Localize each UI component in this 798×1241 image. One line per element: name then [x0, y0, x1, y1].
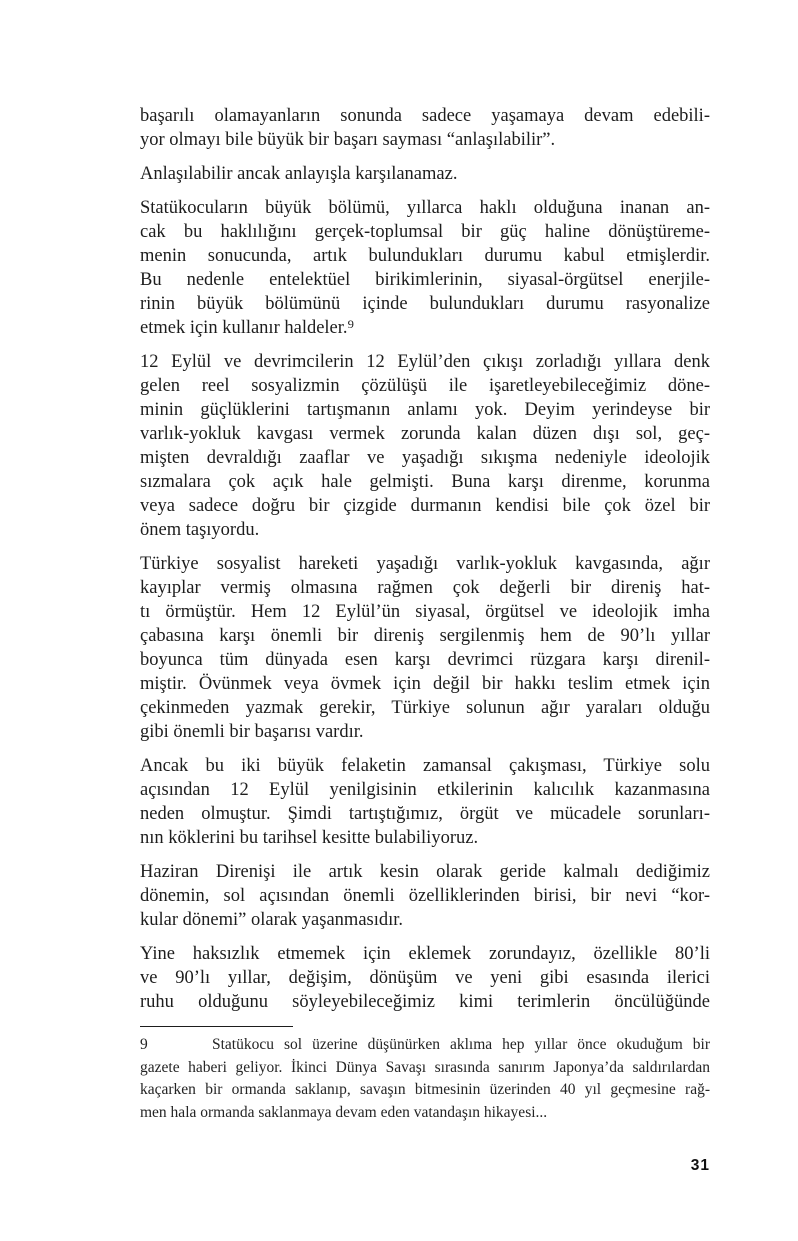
paragraph — [140, 942, 710, 1014]
text-line: ruhu olduğunu söyleyebileceğimiz kimi terimlerin öncülüğünde — [140, 992, 710, 1012]
text-line: gelen reel sosyalizmin çözülüşü ile işaretleyebileceğimiz döne- — [140, 376, 710, 396]
text-line: boyunca tüm dünyada esen karşı devrimci rüzgara karşı direnil- — [140, 650, 710, 670]
footnote-text — [140, 1034, 710, 1124]
footnote-line: men hala ormanda saklanmaya devam eden vatandaşın hikayesi... — [140, 1103, 548, 1121]
text-line: neden olmuştur. Şimdi tartıştığımız, örgüt ve mücadele sorunları- — [140, 804, 710, 824]
text-line: varlık-yokluk kavgası vermek zorunda kalan düzen dışı sol, geç- — [140, 424, 710, 444]
text-line: Anlaşılabilir ancak anlayışla karşılanamaz. — [140, 164, 458, 184]
text-line: kayıplar vermiş olmasına rağmen çok değerli bir direniş hat- — [140, 578, 710, 598]
footnote-marker: 9 — [140, 1036, 148, 1053]
text-line: çekinmeden yazmak gerekir, Türkiye solunun ağır yaraları olduğu — [140, 698, 710, 718]
text-line: yor olmayı bile büyük bir başarı sayması “anlaşılabilir”. — [140, 130, 556, 150]
body-text — [140, 104, 710, 1024]
footnote-line — [140, 1034, 710, 1057]
text-line: çabasına karşı önemli bir direniş sergilenmiş hem de 90’lı yıllar — [140, 626, 710, 646]
text-line: menin sonucunda, artık bulundukları durumu kabul etmişlerdir. — [140, 246, 710, 266]
paragraph — [140, 104, 710, 152]
text-line: gibi önemli bir başarısı vardır. — [140, 722, 364, 742]
text-line: nın köklerini bu tarihsel kesitte bulabiliyoruz. — [140, 828, 479, 848]
text-line: Bu nedenle entelektüel birikimlerinin, siyasal-örgütsel enerjile- — [140, 270, 710, 290]
text-line: miştir. Övünmek veya övmek için değil bir hakkı teslim etmek için — [140, 674, 710, 694]
text-line: Ancak bu iki büyük felaketin zamansal çakışması, Türkiye solu — [140, 756, 710, 776]
page-number: 31 — [690, 1157, 710, 1174]
text-line: Statükocuların büyük bölümü, yıllarca haklı olduğuna inanan an- — [140, 198, 710, 218]
paragraph — [140, 552, 710, 744]
text-line: rinin büyük bölümünü içinde bulundukları durumu rasyonalize — [140, 294, 710, 314]
text-line: sızmalara çok açık hale gelmişti. Buna karşı direnme, korunma — [140, 472, 710, 492]
text-line: Yine haksızlık etmemek için eklemek zorundayız, özellikle 80’li — [140, 944, 710, 964]
paragraph — [140, 196, 710, 340]
text-line: dönemin, sol açısından önemli özelliklerinden birisi, bir nevi “kor- — [140, 886, 710, 906]
text-line: Haziran Direnişi ile artık kesin olarak geride kalmalı dediğimiz — [140, 862, 710, 882]
footnote-line-text: Statükocu sol üzerine düşünürken aklıma hep yıllar önce okuduğum bir — [212, 1036, 710, 1053]
text-line: önem taşıyordu. — [140, 520, 260, 540]
text-line: minin güçlüklerini tartışmanın anlamı yok. Deyim yerindeyse bir — [140, 400, 710, 420]
footnote — [140, 1026, 710, 1124]
text-line: veya sadece doğru bir çizgide durmanın kendisi bile çok özel bir — [140, 496, 710, 516]
paragraph — [140, 860, 710, 932]
text-line: açısından 12 Eylül yenilgisinin etkilerinin kalıcılık kazanmasına — [140, 780, 710, 800]
paragraph — [140, 754, 710, 850]
text-line: başarılı olamayanların sonunda sadece yaşamaya devam edebili- — [140, 106, 710, 126]
footnote-separator — [140, 1026, 293, 1027]
footnote-line: kaçarken bir ormanda saklanıp, savaşın bitmesinin üzerinden 40 yıl geçmesine rağ- — [140, 1081, 710, 1098]
text-line: cak bu haklılığını gerçek-toplumsal bir güç haline dönüştüreme- — [140, 222, 710, 242]
paragraph — [140, 350, 710, 542]
text-line: kular dönemi” olarak yaşanmasıdır. — [140, 910, 404, 930]
text-line: tı örmüştür. Hem 12 Eylül’ün siyasal, örgütsel ve ideolojik imha — [140, 602, 710, 622]
text-line: etmek için kullanır haldeler.⁹ — [140, 318, 354, 338]
text-line: mişten devraldığı zaaflar ve yaşadığı sıkışma nedeniyle ideolojik — [140, 448, 710, 468]
text-line: ve 90’lı yıllar, değişim, dönüşüm ve yeni gibi esasında ilerici — [140, 968, 710, 988]
text-line: Türkiye sosyalist hareketi yaşadığı varlık-yokluk kavgasında, ağır — [140, 554, 710, 574]
text-line: 12 Eylül ve devrimcilerin 12 Eylül’den çıkışı zorladığı yıllara denk — [140, 352, 710, 372]
footnote-line: gazete haberi geliyor. İkinci Dünya Savaşı sırasında sanırım Japonya’da saldırılardan — [140, 1058, 710, 1076]
paragraph — [140, 162, 710, 186]
